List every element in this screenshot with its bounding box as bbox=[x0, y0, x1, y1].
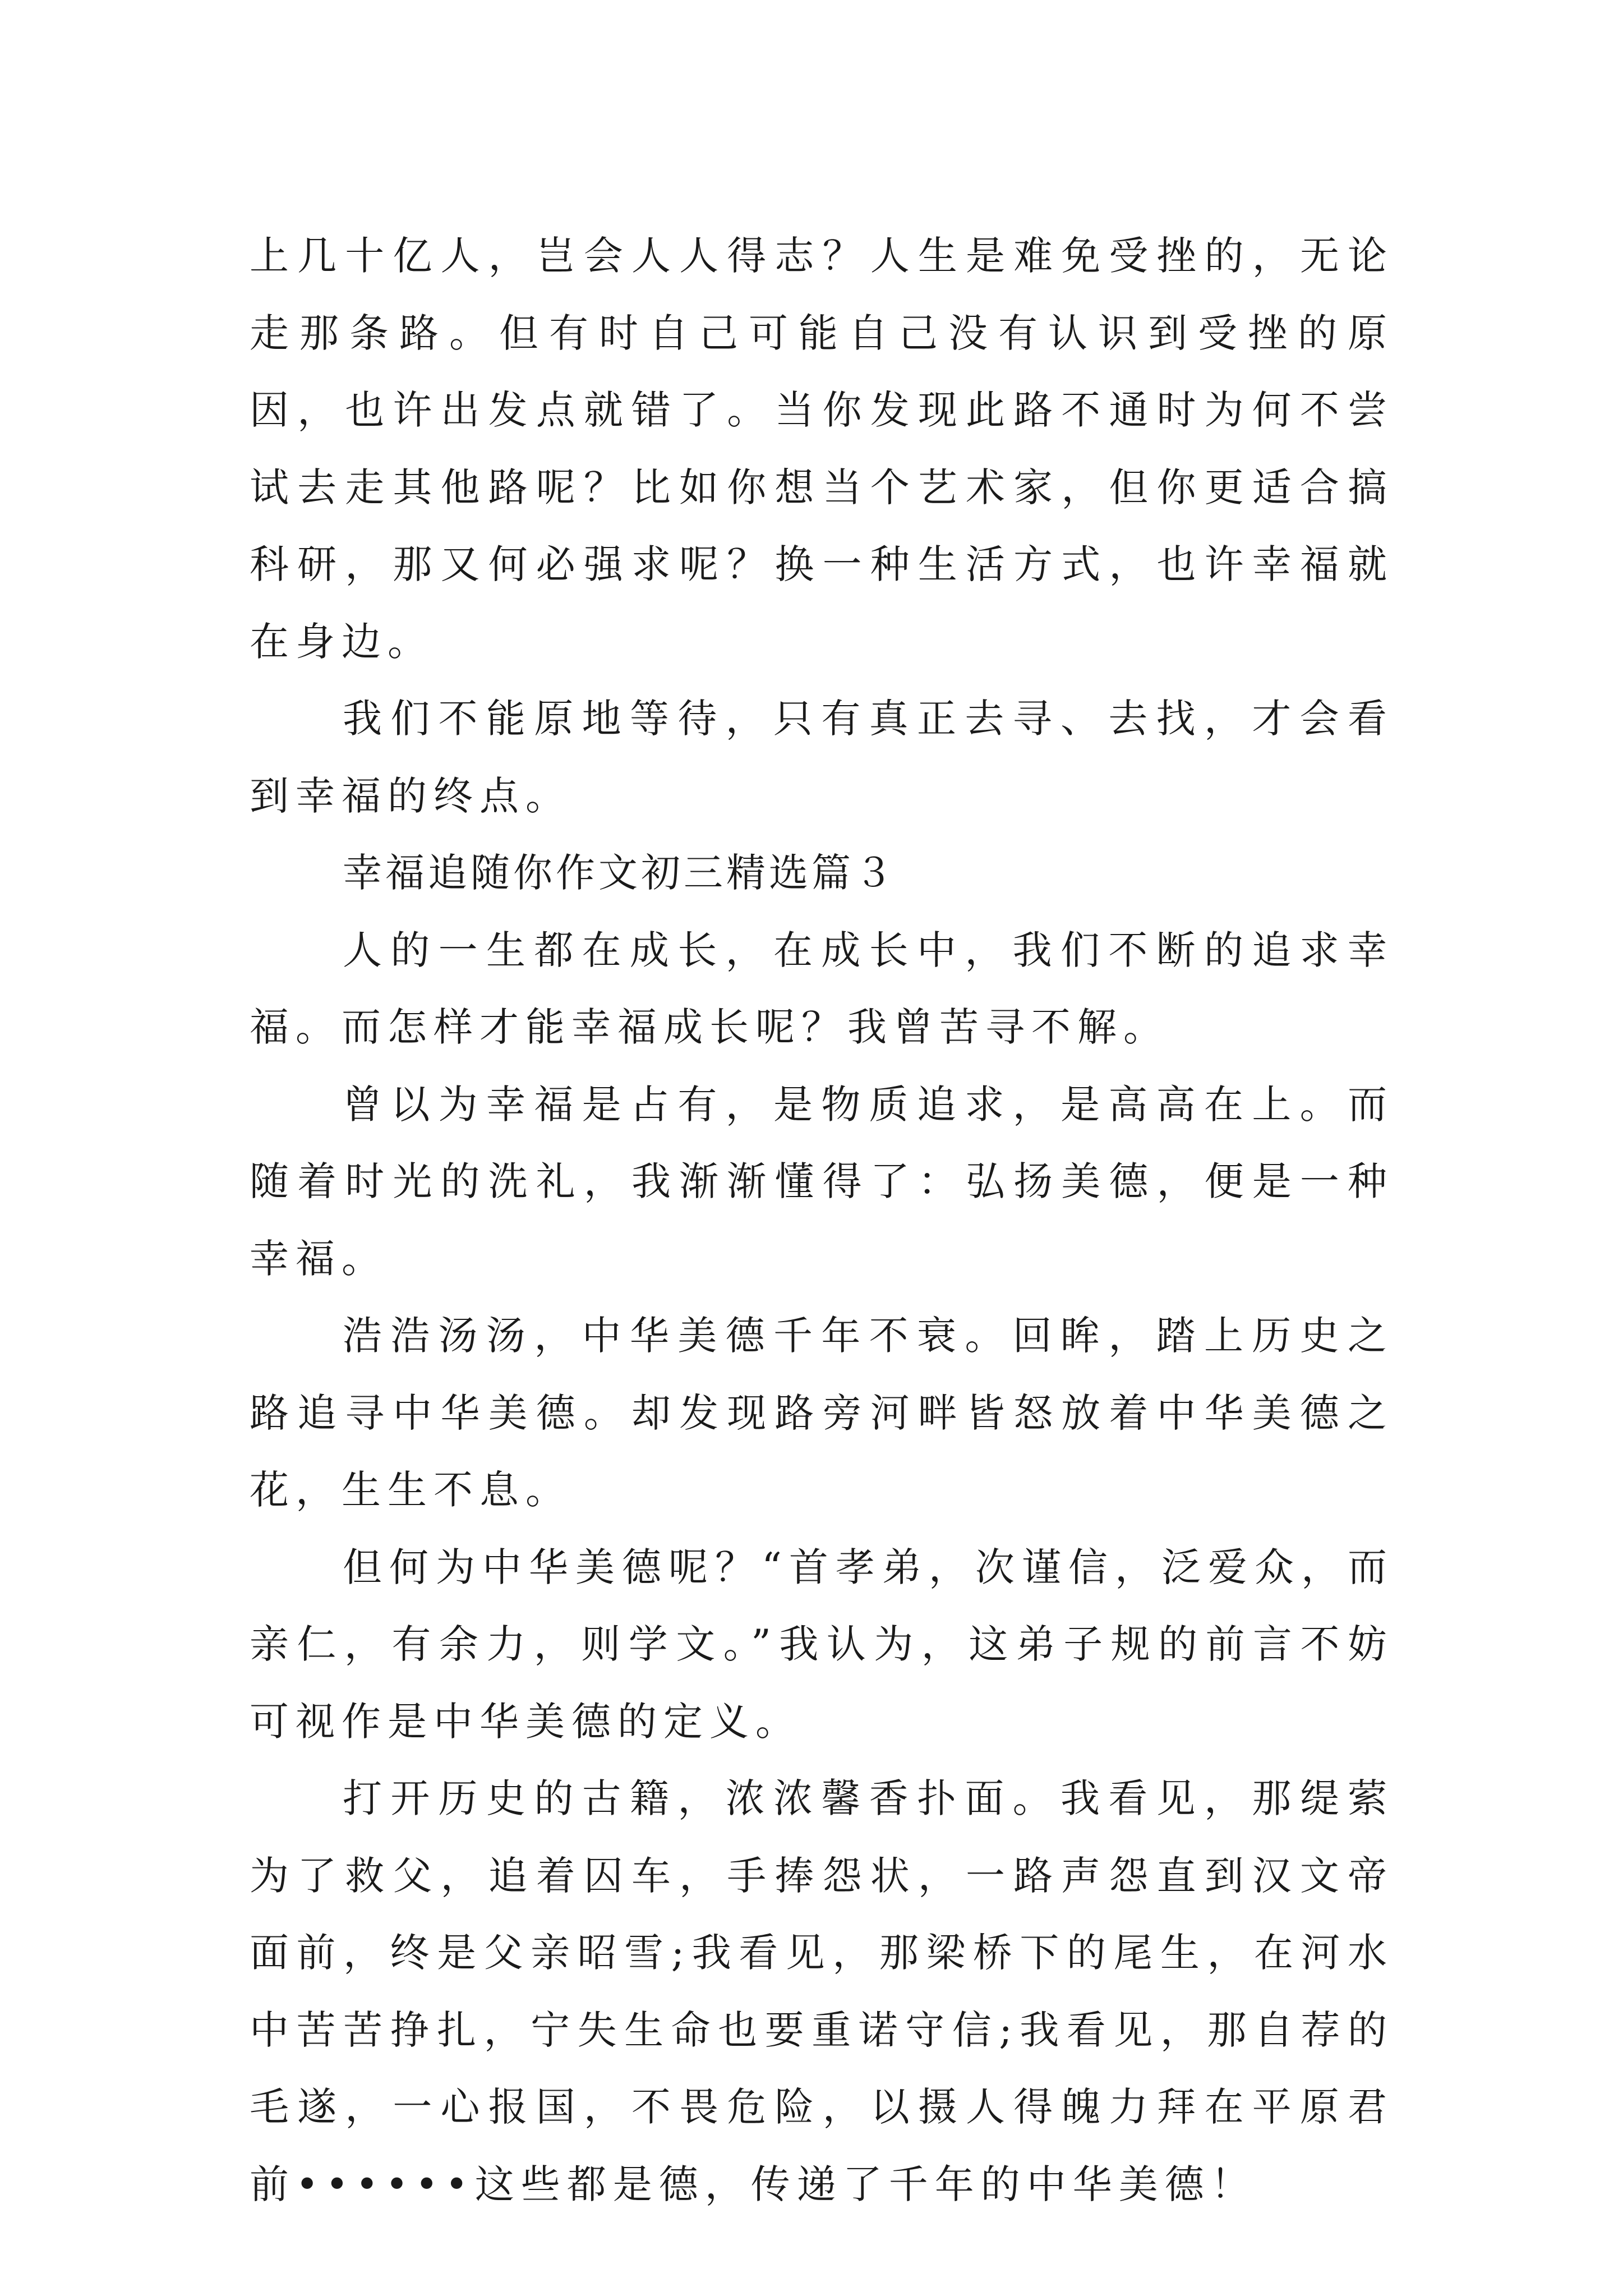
paragraph: 曾以为幸福是占有，是物质追求，是高高在上。而随着时光的洗礼，我渐渐懂得了：弘扬美德，便是一种幸福。 bbox=[250, 1081, 1394, 1282]
paragraph: 但何为中华美德呢？“首孝弟，次谨信，泛爱众，而亲仁，有余力，则学文。”我认为，这弟子规的前言不妨可视作是中华美德的定义。 bbox=[250, 1544, 1394, 1745]
paragraph: 打开历史的古籍，浓浓馨香扑面。我看见，那缇萦为了救父，追着囚车，手捧怨状，一路声怨直到汉文帝面前，终是父亲昭雪;我看见，那梁桥下的尾生，在河水中苦苦挣扎，宁失生命也要重诺守信;我看见，那自荐的毛遂，一心报国，不畏危险，以摄人得魄力拜在平原君前••••••这些都是德，传递了千年的中华美德！ bbox=[250, 1775, 1394, 2207]
paragraph: 人的一生都在成长，在成长中，我们不断的追求幸福。而怎样才能幸福成长呢？我曾苦寻不解。 bbox=[250, 927, 1394, 1050]
paragraph-continuation: 上几十亿人，岂会人人得志？人生是难免受挫的，无论走那条路。但有时自己可能自己没有认识到受挫的原因，也许出发点就错了。当你发现此路不通时为何不尝试去走其他路呢？比如你想当个艺术家，但你更适合搞科研，那又何必强求呢？换一种生活方式，也许幸福就在身边。 bbox=[250, 233, 1394, 665]
paragraph: 浩浩汤汤，中华美德千年不衰。回眸，踏上历史之路追寻中华美德。却发现路旁河畔皆怒放着中华美德之花，生生不息。 bbox=[250, 1313, 1394, 1513]
paragraph: 我们不能原地等待，只有真正去寻、去找，才会看到幸福的终点。 bbox=[250, 696, 1394, 819]
section-title: 幸福追随你作文初三精选篇３ bbox=[343, 850, 897, 896]
document-body bbox=[250, 218, 1394, 2223]
